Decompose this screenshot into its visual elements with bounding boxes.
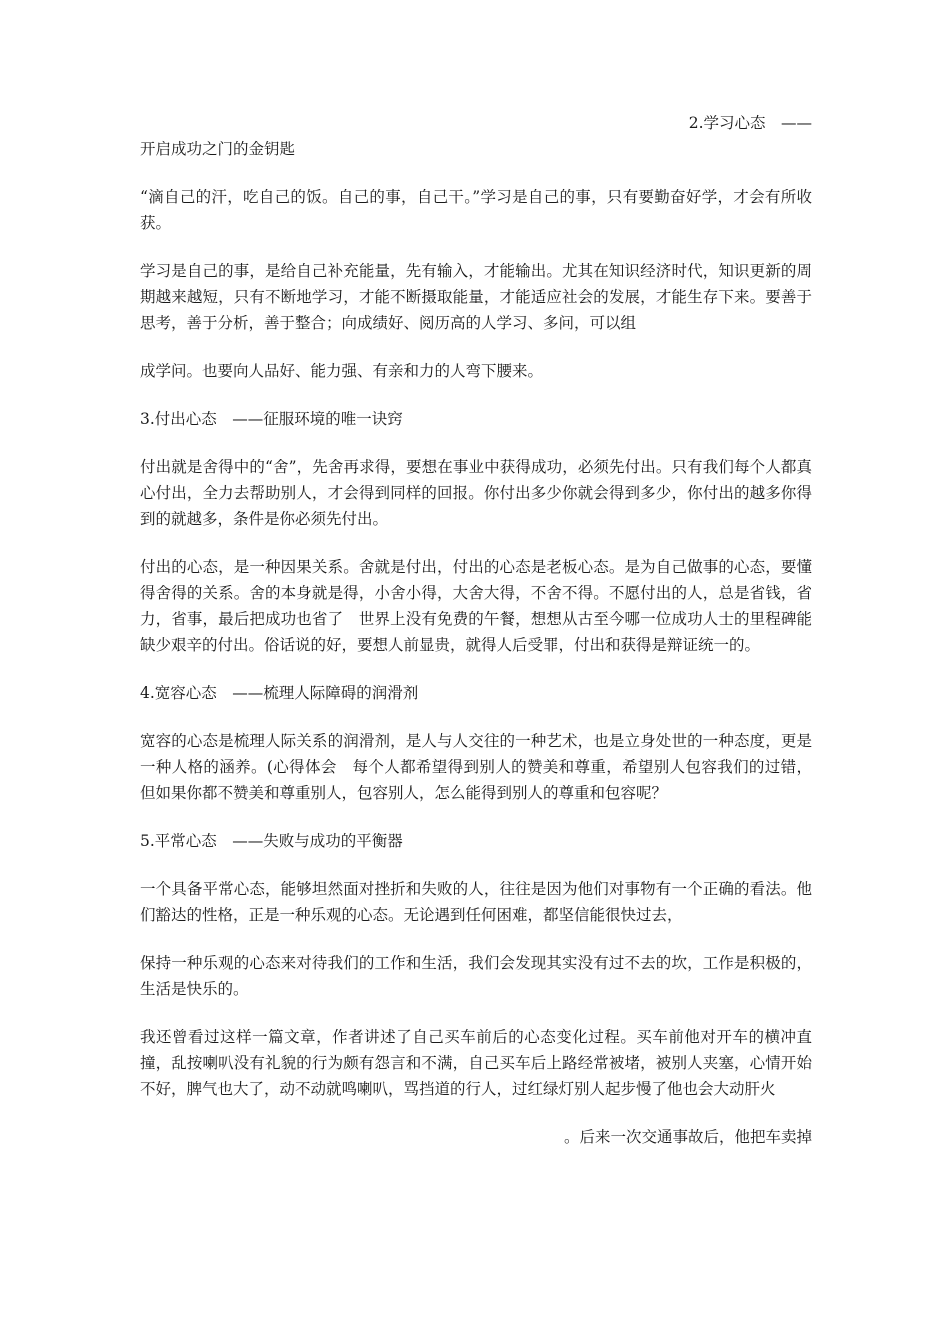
section-3-title: 3.付出心态 ——征服环境的唯一诀窍 bbox=[140, 410, 403, 428]
paragraph: 我还曾看过这样一篇文章，作者讲述了自己买车前后的心态变化过程。买车前他对开车的横冲直撞，乱按喇叭没有礼貌的行为颇有怨言和不满，自己买车后上路经常被堵，被别人夹塞，心情开始不好，脾气也大了，动不动就鸣喇叭，骂挡道的行人，过红绿灯别人起步慢了他也会大动肝火 bbox=[140, 1028, 812, 1098]
paragraph: 宽容的心态是梳理人际关系的润滑剂，是人与人交往的一种艺术，也是立身处世的一种态度，更是一种人格的涵养。(心得体会 每个人都希望得到别人的赞美和尊重，希望别人包容我们的过错，但如果你都不赞美和尊重别人，包容别人，怎么能得到别人的尊重和包容呢？ bbox=[140, 732, 812, 802]
paragraph: “滴自己的汗，吃自己的饭。自己的事，自己干。”学习是自己的事，只有要勤奋好学，才会有所收获。 bbox=[140, 188, 812, 232]
paragraph: 付出的心态，是一种因果关系。舍就是付出，付出的心态是老板心态。是为自己做事的心态，要懂得舍得的关系。舍的本身就是得，小舍小得，大舍大得，不舍不得。不愿付出的人，总是省钱，省力，省事，最后把成功也省了 世界上没有免费的午餐，想想从古至今哪一位成功人士的里程碑能缺少艰辛的付出。俗话说的好，要想人前显贵，就得人后受罪，付出和获得是辩证统一的。 bbox=[140, 558, 812, 654]
paragraph: 成学问。也要向人品好、能力强、有亲和力的人弯下腰来。 bbox=[140, 362, 544, 380]
section-5-title: 5.平常心态 ——失败与成功的平衡器 bbox=[140, 832, 403, 850]
paragraph: 保持一种乐观的心态来对待我们的工作和生活，我们会发现其实没有过不去的坎，工作是积极的，生活是快乐的。 bbox=[140, 954, 812, 998]
section-4-title: 4.宽容心态 ——梳理人际障碍的润滑剂 bbox=[140, 684, 419, 702]
section-2-title: 2.学习心态 —— bbox=[688, 114, 812, 132]
paragraph: 付出就是舍得中的“舍”，先舍再求得，要想在事业中获得成功，必须先付出。只有我们每个人都真心付出，全力去帮助别人，才会得到同样的回报。你付出多少你就会得到多少，你付出的越多你得到的就越多，条件是你必须先付出。 bbox=[140, 458, 812, 528]
paragraph: 一个具备平常心态，能够坦然面对挫折和失败的人，往往是因为他们对事物有一个正确的看法。他们豁达的性格，正是一种乐观的心态。无论遇到任何困难，都坚信能很快过去， bbox=[140, 880, 812, 924]
section-2-subtitle: 开启成功之门的金钥匙 bbox=[140, 140, 296, 158]
paragraph-trailing: 。后来一次交通事故后，他把车卖掉 bbox=[563, 1128, 812, 1146]
paragraph: 学习是自己的事，是给自己补充能量，先有输入，才能输出。尤其在知识经济时代，知识更新的周期越来越短，只有不断地学习，才能不断摄取能量，才能适应社会的发展，才能生存下来。要善于思考，善于分析，善于整合；向成绩好、阅历高的人学习、多问，可以组 bbox=[140, 262, 812, 332]
document-page bbox=[140, 110, 812, 1150]
